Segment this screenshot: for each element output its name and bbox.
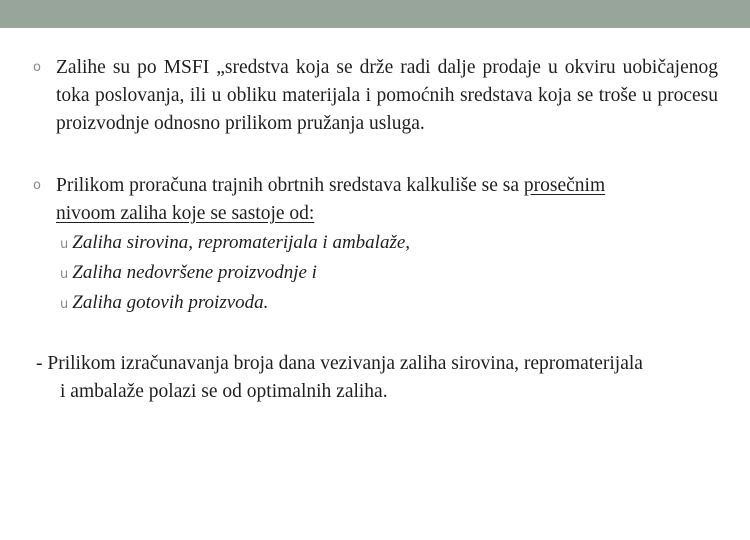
sub-item-raw-materials: [60, 230, 410, 258]
sub-item-finished-products: [60, 290, 268, 318]
sub-bullet-icon: u: [60, 297, 69, 312]
note-paragraph: [36, 350, 726, 406]
circle-bullet-icon: o: [33, 60, 41, 75]
underlined-text-average: prosečnim: [523, 175, 606, 196]
calculation-text: Prilikom proračuna trajnih obrtnih sredstava kalkuliše se sa: [56, 175, 524, 196]
circle-bullet-icon: o: [33, 178, 41, 193]
sub-item-text: Zaliha gotovih proizvoda.: [72, 292, 269, 313]
sub-bullet-icon: u: [60, 237, 69, 252]
note-line-1: - Prilikom izračunavanja broja dana vezivanja zaliha sirovina, repromaterijala: [36, 353, 643, 374]
bullet-item-msfi: [33, 54, 718, 138]
sub-bullet-icon: u: [60, 267, 69, 282]
bullet-item-calculation: [33, 172, 718, 228]
bullet-text-calculation: [56, 172, 718, 228]
sub-item-text: Zaliha sirovina, repromaterijala i ambalaže,: [72, 232, 411, 253]
bullet-text-msfi: Zalihe su po MSFI „sredstva koja se drže radi dalje prodaje u okviru uobičajenog toka poslovanja, ili u obliku materijala i pomoćnih sredstava koja se troše u procesu proizvodnje odnosno prilikom pružanja usluga.: [56, 57, 718, 134]
underlined-text-level: nivoom zaliha koje se sastoje od:: [56, 203, 315, 224]
note-line-2: i ambalaže polazi se od optimalnih zaliha.: [60, 381, 388, 402]
sub-item-text: Zaliha nedovršene proizvodnje i: [72, 262, 317, 283]
sub-item-unfinished-production: [60, 260, 317, 288]
